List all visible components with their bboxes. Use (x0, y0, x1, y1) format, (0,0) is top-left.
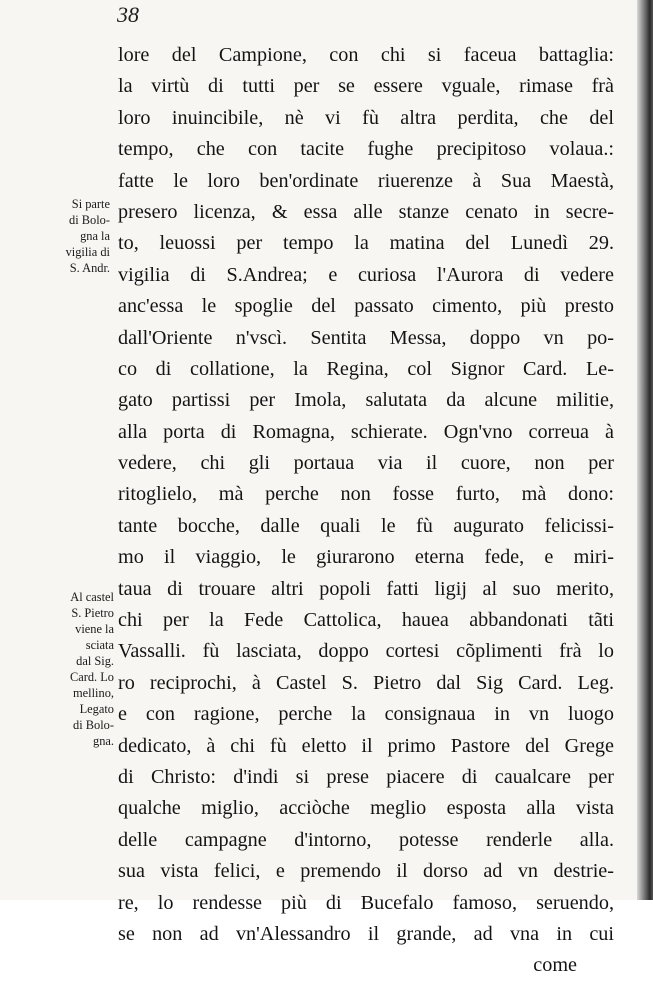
catchword: come (533, 954, 577, 977)
text-line: vigilia di S.Andrea; e curiosa l'Aurora di vedere (118, 263, 614, 286)
text-line: delle campagne d'intorno, potesse renderle alla. (118, 828, 614, 851)
margin-note-line: gna la (80, 229, 110, 243)
margin-note-line: sciata (85, 638, 114, 652)
text-line: tempo, che con tacite fughe precipitoso volaua.: (118, 138, 614, 161)
text-line: dall'Oriente n'vscì. Sentita Messa, doppo vn po- (118, 326, 614, 349)
page-number: 38 (117, 2, 139, 27)
text-line: ritoglielo, mà perche non fosse furto, mà dono: (118, 483, 614, 506)
margin-note-line: di Bolo- (73, 718, 114, 732)
text-line: co di collatione, la Regina, col Signor Card. Le- (118, 357, 614, 380)
text-line: alla porta di Romagna, schierate. Ogn'vno correua à (118, 420, 614, 443)
text-line: lore del Campione, con chi si faceua battaglia: (118, 44, 614, 66)
text-line: anc'essa le spoglie del passato cimento, più presto (118, 295, 614, 318)
text-line: fatte le loro ben'ordinate riuerenze à Sua Maestà, (118, 169, 614, 192)
text-line: chi per la Fede Cattolica, haueа abbandonati tãti (118, 609, 614, 632)
margin-note-castel-san-pietro (48, 589, 114, 749)
text-line: e con ragione, perche la consignaua in vn luogo (118, 703, 614, 726)
text-line: ro reciprochi, à Castel S. Pietro dal Sig Card. Leg. (118, 671, 614, 694)
margin-note-line: Card. Lo (69, 670, 114, 684)
text-line: gato partissi per Imola, salutata da alcune militie, (118, 389, 614, 412)
text-line: to, leuossi per tempo la matina del Lunedì 29. (118, 232, 614, 255)
text-line: presero licenza, & essa alle stanze cenato in secre- (118, 200, 614, 223)
page-binding-edge (637, 0, 653, 900)
margin-note-line: dal Sig. (76, 654, 114, 668)
body-text (118, 40, 614, 982)
text-line: tante bocche, dalle quali le fù augurato felicissi- (118, 514, 614, 537)
text-line: la virtù di tutti per se essere vguale, rimase frà (118, 75, 614, 98)
margin-note-line: S. Andr. (69, 261, 110, 275)
text-line: qualche miglio, acciòche meglio esposta alla vista (118, 797, 614, 820)
margin-note-line: Si parte (71, 197, 110, 211)
margin-note-line: mellino, (73, 686, 114, 700)
text-line: re, lo rendesse più di Bucefalo famoso, seruendo, (118, 891, 614, 914)
text-line: vedere, chi gli portaua via il cuore, non per (118, 452, 614, 475)
text-line: loro inuincibile, nè vi fù altra perdita, che del (118, 106, 614, 129)
margin-note-line: Al castel (70, 590, 114, 604)
text-line: mo il viaggio, le giurarono eterna fede, e miri- (118, 546, 614, 569)
text-line: taua di trouare altri popoli fatti ligij al suo merito, (118, 577, 614, 600)
text-line: se non ad vn'Alessandro il grande, ad vna in cui (118, 922, 614, 945)
text-line: Vassalli. fù lasciata, doppo cortesi cõplimenti frà lo (118, 640, 614, 663)
margin-note-departure (48, 196, 110, 276)
margin-note-line: di Bolo- (69, 213, 110, 227)
text-line: sua vista felici, e premendo il dorso ad vn destrie- (118, 860, 614, 883)
text-line: di Christo: d'indi si prese piacere di caualcare per (118, 765, 614, 788)
margin-note-line: gna. (93, 734, 114, 748)
margin-note-line: S. Pietro (71, 606, 114, 620)
text-line: dedicato, à chi fù eletto il primo Pastore del Grege (118, 734, 614, 757)
margin-note-line: viene la (75, 622, 114, 636)
margin-note-line: vigilia di (65, 245, 110, 259)
margin-note-line: Legato (79, 702, 114, 716)
